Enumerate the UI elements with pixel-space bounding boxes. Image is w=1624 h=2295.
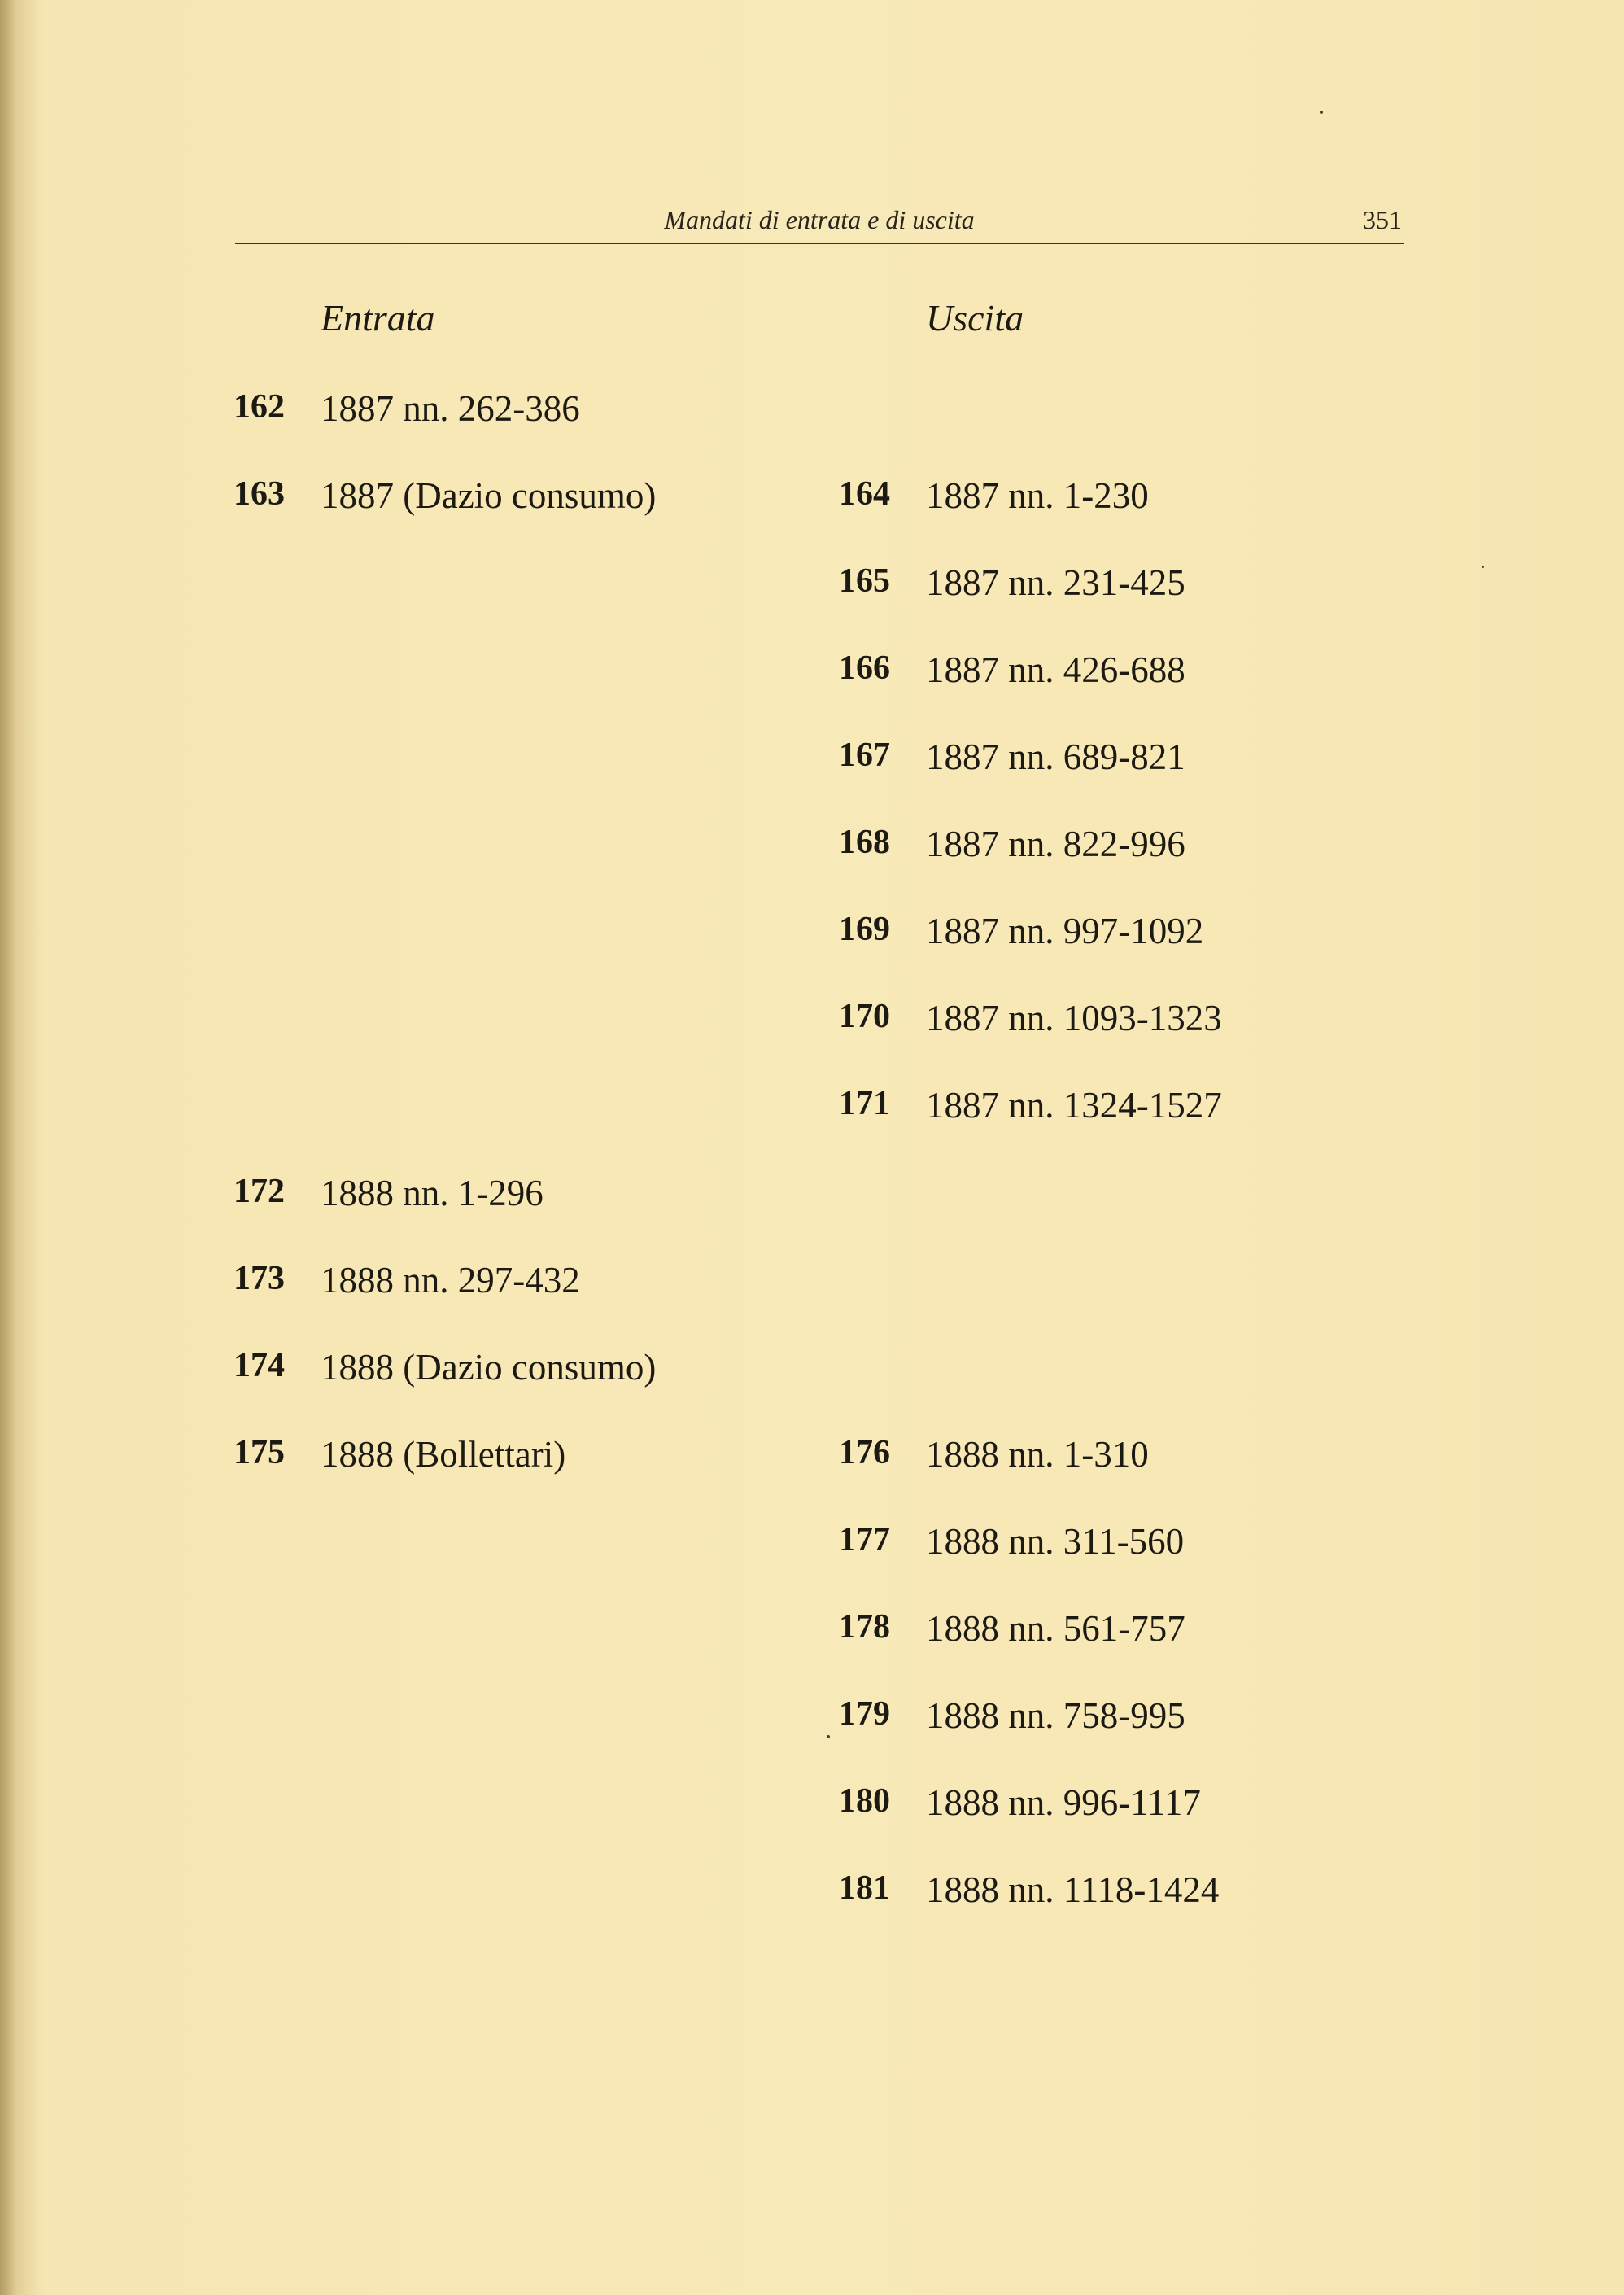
entry-description: 1887 nn. 689-821 xyxy=(926,737,1185,777)
entry-number: 164 xyxy=(839,475,890,513)
entry-number: 180 xyxy=(839,1782,890,1820)
entry-description: 1888 nn. 1-310 xyxy=(926,1434,1149,1475)
entry-number: 177 xyxy=(839,1521,890,1558)
entrata-heading: Entrata xyxy=(321,297,435,339)
entry-number: 165 xyxy=(839,562,890,600)
entry-number: 178 xyxy=(839,1608,890,1646)
entry-description: 1887 nn. 997-1092 xyxy=(926,911,1204,951)
entry-description: 1888 (Bollettari) xyxy=(321,1434,566,1475)
entry-description: 1888 nn. 297-432 xyxy=(321,1260,580,1300)
entry-description: 1888 nn. 561-757 xyxy=(926,1608,1185,1649)
entry-description: 1887 nn. 1093-1323 xyxy=(926,998,1222,1038)
paper-speck xyxy=(827,1735,830,1738)
entry-number: 166 xyxy=(839,649,890,687)
entry-description: 1888 (Dazio consumo) xyxy=(321,1347,657,1388)
entry-number: 174 xyxy=(234,1347,285,1384)
entry-description: 1887 nn. 262-386 xyxy=(321,388,580,429)
entry-number: 175 xyxy=(234,1434,285,1471)
entry-description: 1888 nn. 758-995 xyxy=(926,1695,1185,1736)
entry-number: 181 xyxy=(839,1869,890,1907)
entry-description: 1888 nn. 996-1117 xyxy=(926,1782,1201,1823)
uscita-heading: Uscita xyxy=(926,297,1024,339)
entry-description: 1888 nn. 1118-1424 xyxy=(926,1869,1220,1910)
entry-description: 1887 nn. 1-230 xyxy=(926,475,1149,516)
entry-number: 168 xyxy=(839,824,890,861)
entry-description: 1887 nn. 231-425 xyxy=(926,562,1185,603)
entry-number: 176 xyxy=(839,1434,890,1471)
entry-description: 1887 (Dazio consumo) xyxy=(321,475,657,516)
entry-number: 172 xyxy=(234,1173,285,1210)
paper-speck xyxy=(1482,566,1484,568)
entry-number: 171 xyxy=(839,1085,890,1122)
entry-description: 1887 nn. 426-688 xyxy=(926,649,1185,690)
entry-description: 1888 nn. 1-296 xyxy=(321,1173,544,1213)
entry-description: 1887 nn. 822-996 xyxy=(926,824,1185,864)
entry-number: 167 xyxy=(839,737,890,774)
page-number: 351 xyxy=(1363,205,1402,234)
entry-description: 1888 nn. 311-560 xyxy=(926,1521,1185,1562)
entry-number: 173 xyxy=(234,1260,285,1297)
spine-shadow xyxy=(0,0,39,2295)
entry-number: 169 xyxy=(839,911,890,948)
running-title: Mandati di entrata e di uscita xyxy=(664,205,975,234)
entry-number: 162 xyxy=(234,388,285,426)
entry-description: 1887 nn. 1324-1527 xyxy=(926,1085,1222,1126)
entry-number: 179 xyxy=(839,1695,890,1733)
entry-number: 170 xyxy=(839,998,890,1035)
entry-number: 163 xyxy=(234,475,285,513)
running-head xyxy=(235,202,1404,244)
paper-speck xyxy=(1320,111,1323,114)
